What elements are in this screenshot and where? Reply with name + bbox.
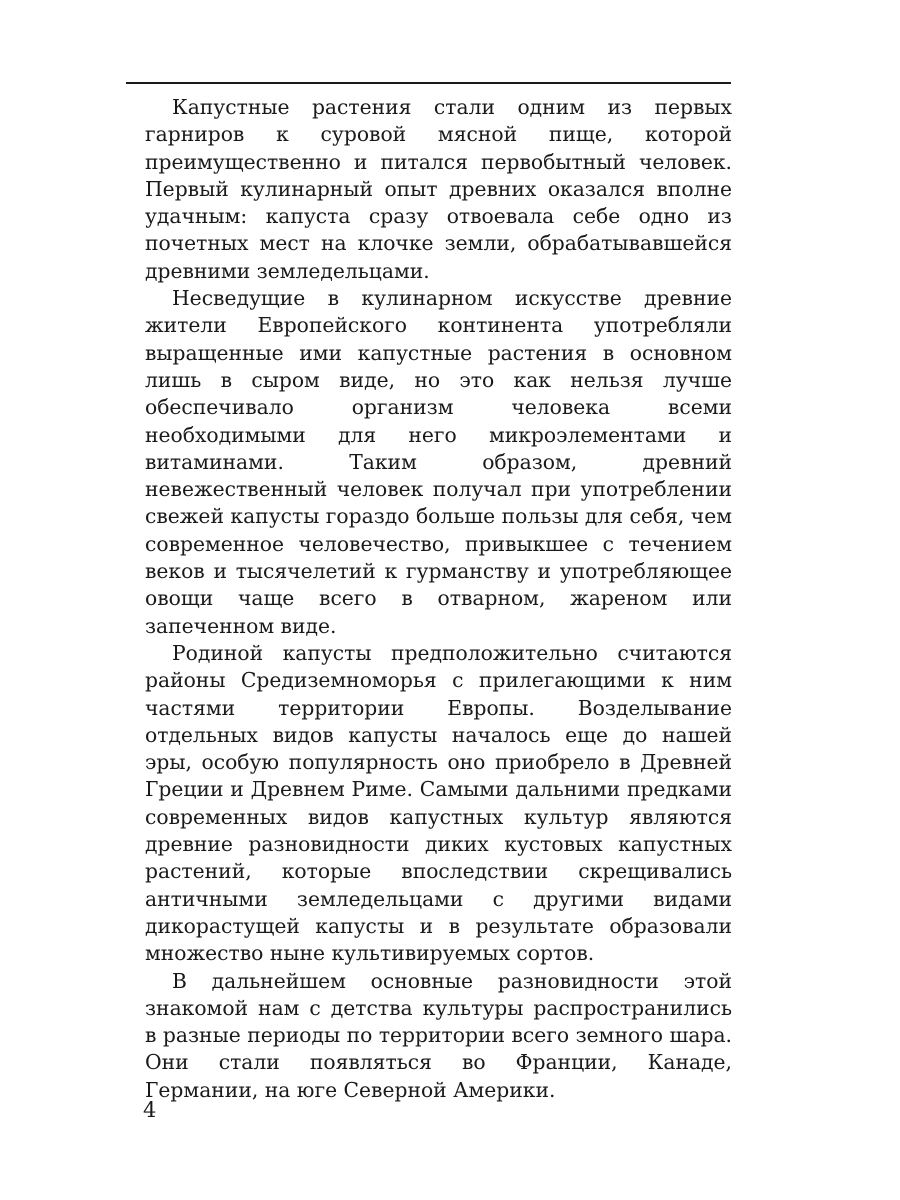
paragraph-1: Капустные растения стали одним из первых гарниров к суровой мясной пище, которой преимущественно и питался первобытный человек. Первый кулинарный опыт древних оказался вполне удачным: капуста сразу отвоевала себе одно из почетных мест на клочке земли, обрабатывавшейся древними земледельцами. [145, 95, 732, 283]
body-text [145, 94, 732, 1104]
paragraph-3: Родиной капусты предположительно считаются районы Средиземноморья с прилегающими к ним частями территории Европы. Возделывание отдельных видов капусты началось еще до нашей эры, особую популярность оно приобрело в Древней Греции и Древнем Риме. Самыми дальними предками современных видов капустных культур являются древние разновидности диких кустовых капустных растений, которые впоследствии скрещивались античными земледельцами с другими видами дикорастущей капусты и в результате образовали множество ныне культивируемых сортов. [145, 640, 732, 966]
paragraph-4: В дальнейшем основные разновидности этой знакомой нам с детства культуры распространились в разные периоды по территории всего земного шара. Они стали появляться во Франции, Канаде, Германии, на юге Северной Америки. [145, 968, 732, 1102]
header-rule [126, 82, 731, 84]
paragraph-2: Несведущие в кулинарном искусстве древние жители Европейского континента употребляли выращенные ими капустные растения в основном лишь в сыром виде, но это как нельзя лучше обеспечивало организм человека всеми необходимыми для него микроэлементами и витаминами. Таким образом, древний невежественный человек получал при употреблении свежей капусты гораздо больше пользы для себя, чем современное человечество, привыкшее с течением веков и тысячелетий к гурманству и употребляющее овощи чаще всего в отварном, жареном или запеченном виде. [145, 286, 732, 638]
page-number: 4 [143, 1098, 157, 1122]
